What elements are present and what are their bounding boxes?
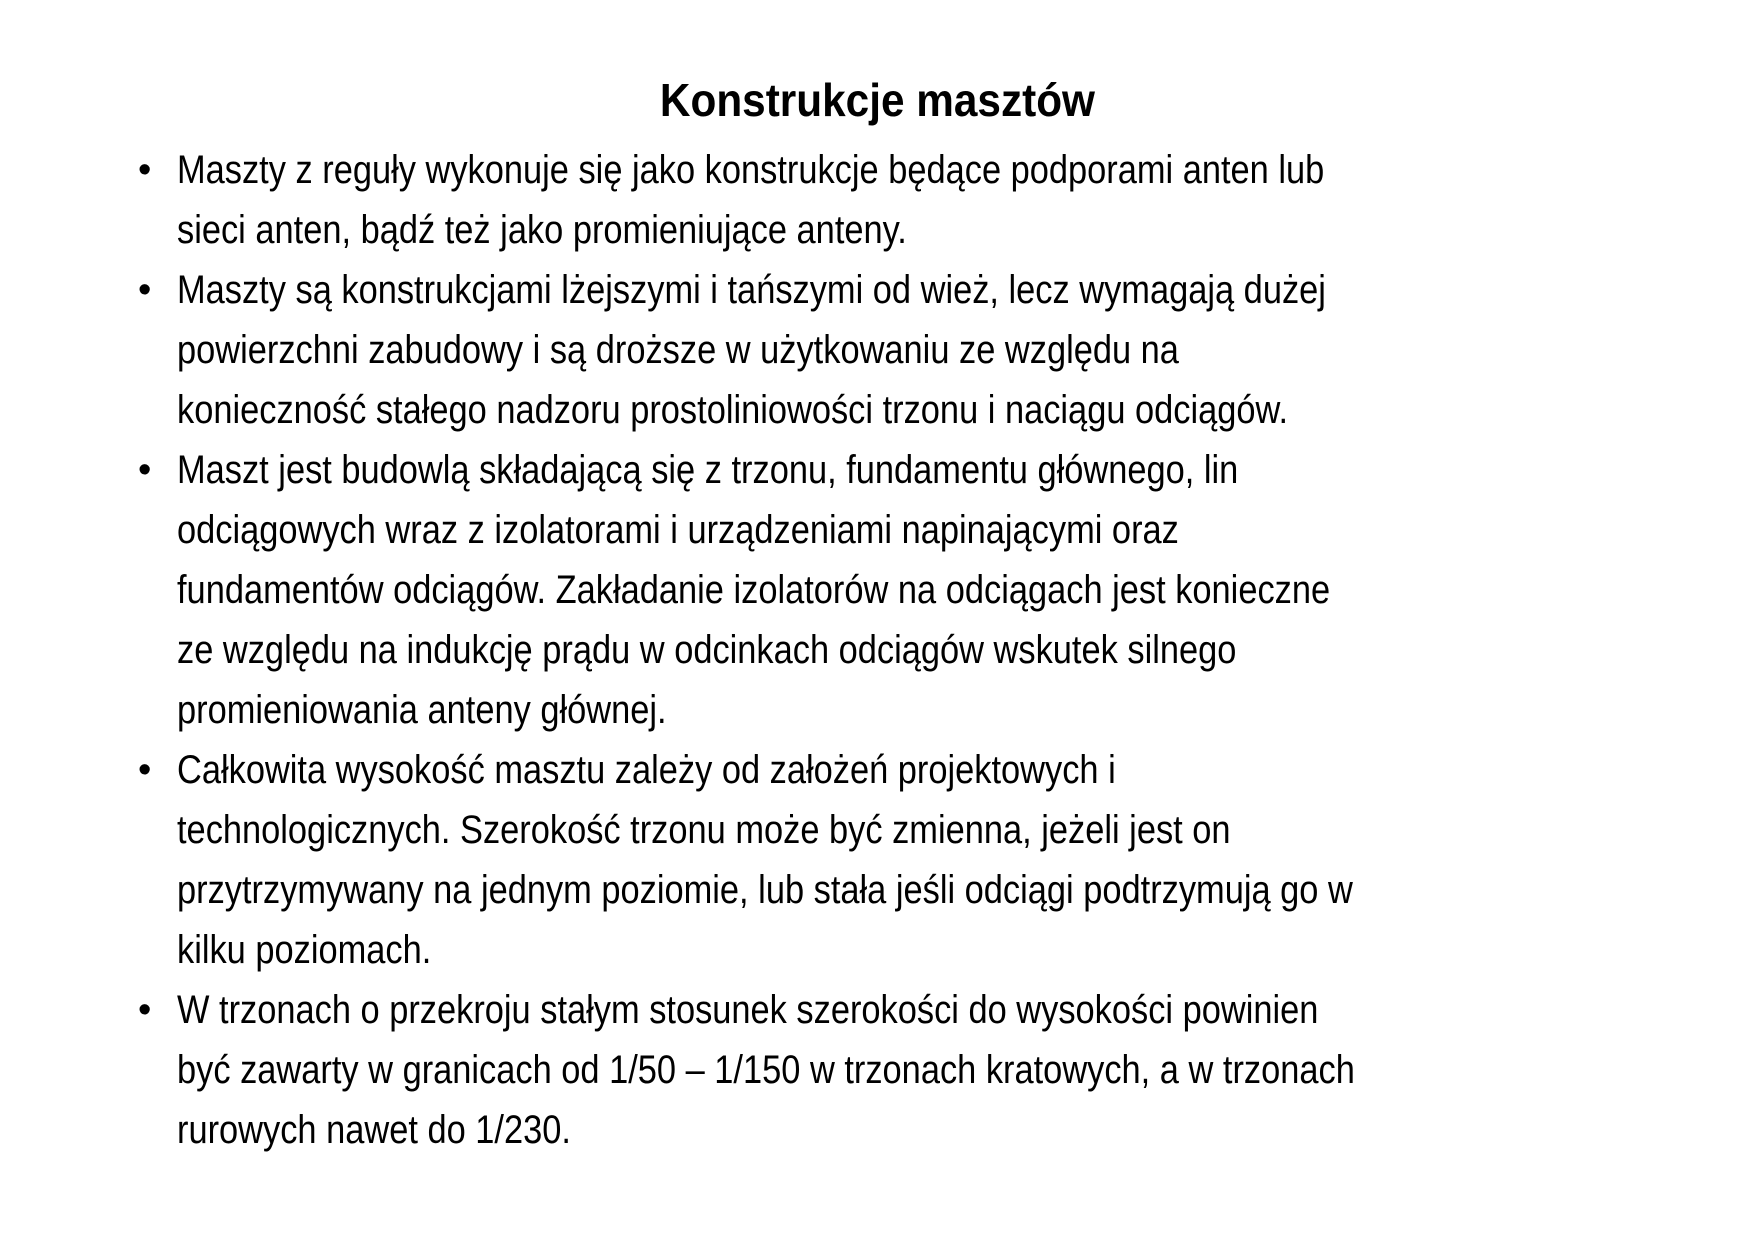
bullet-3-line-5: promieniowania anteny głównej. [177,688,667,732]
bullet-1-line-2: sieci anten, bądź też jako promieniujące anteny. [177,208,907,252]
bullet-3-line-1: Maszt jest budowlą składającą się z trzonu, fundamentu głównego, lin [177,448,1239,492]
bullet-2-line-3: konieczność stałego nadzoru prostoliniowości trzonu i naciągu odciągów. [177,388,1289,432]
bullet-5-line-1: W trzonach o przekroju stałym stosunek szerokości do wysokości powinien [177,988,1319,1032]
bullet-4-line-3: przytrzymywany na jednym poziomie, lub stała jeśli odciągi podtrzymują go w [177,868,1353,912]
bullet-2-line-1: Maszty są konstrukcjami lżejszymi i tańszymi od wież, lecz wymagają dużej [177,268,1326,312]
bullet-dot-icon: • [138,749,152,791]
bullet-dot-icon: • [138,989,152,1031]
bullet-3-line-4: ze względu na indukcję prądu w odcinkach odciągów wskutek silnego [177,628,1237,672]
bullet-1-line-1: Maszty z reguły wykonuje się jako konstrukcje będące podporami anten lub [177,148,1325,192]
bullet-item-2 [0,260,1754,440]
bullet-dot-icon: • [138,449,152,491]
bullet-5-line-2: być zawarty w granicach od 1/50 – 1/150 w trzonach kratowych, a w trzonach [177,1048,1355,1092]
slide-title [0,72,1754,128]
bullet-4-line-2: technologicznych. Szerokość trzonu może być zmienna, jeżeli jest on [177,808,1231,852]
bullet-5-line-3: rurowych nawet do 1/230. [177,1108,571,1152]
bullet-list [0,140,1754,1160]
bullet-3-line-2: odciągowych wraz z izolatorami i urządzeniami napinającymi oraz [177,508,1179,552]
bullet-dot-icon: • [138,149,152,191]
bullet-item-1 [0,140,1754,260]
bullet-item-4 [0,740,1754,980]
bullet-item-5 [0,980,1754,1160]
bullet-dot-icon: • [138,269,152,311]
bullet-4-line-4: kilku poziomach. [177,928,432,972]
slide-title-text: Konstrukcje masztów [659,74,1095,126]
bullet-2-line-2: powierzchni zabudowy i są droższe w użytkowaniu ze względu na [177,328,1179,372]
bullet-4-line-1: Całkowita wysokość masztu zależy od założeń projektowych i [177,748,1116,792]
bullet-item-3 [0,440,1754,740]
bullet-3-line-3: fundamentów odciągów. Zakładanie izolatorów na odciągach jest konieczne [177,568,1331,612]
